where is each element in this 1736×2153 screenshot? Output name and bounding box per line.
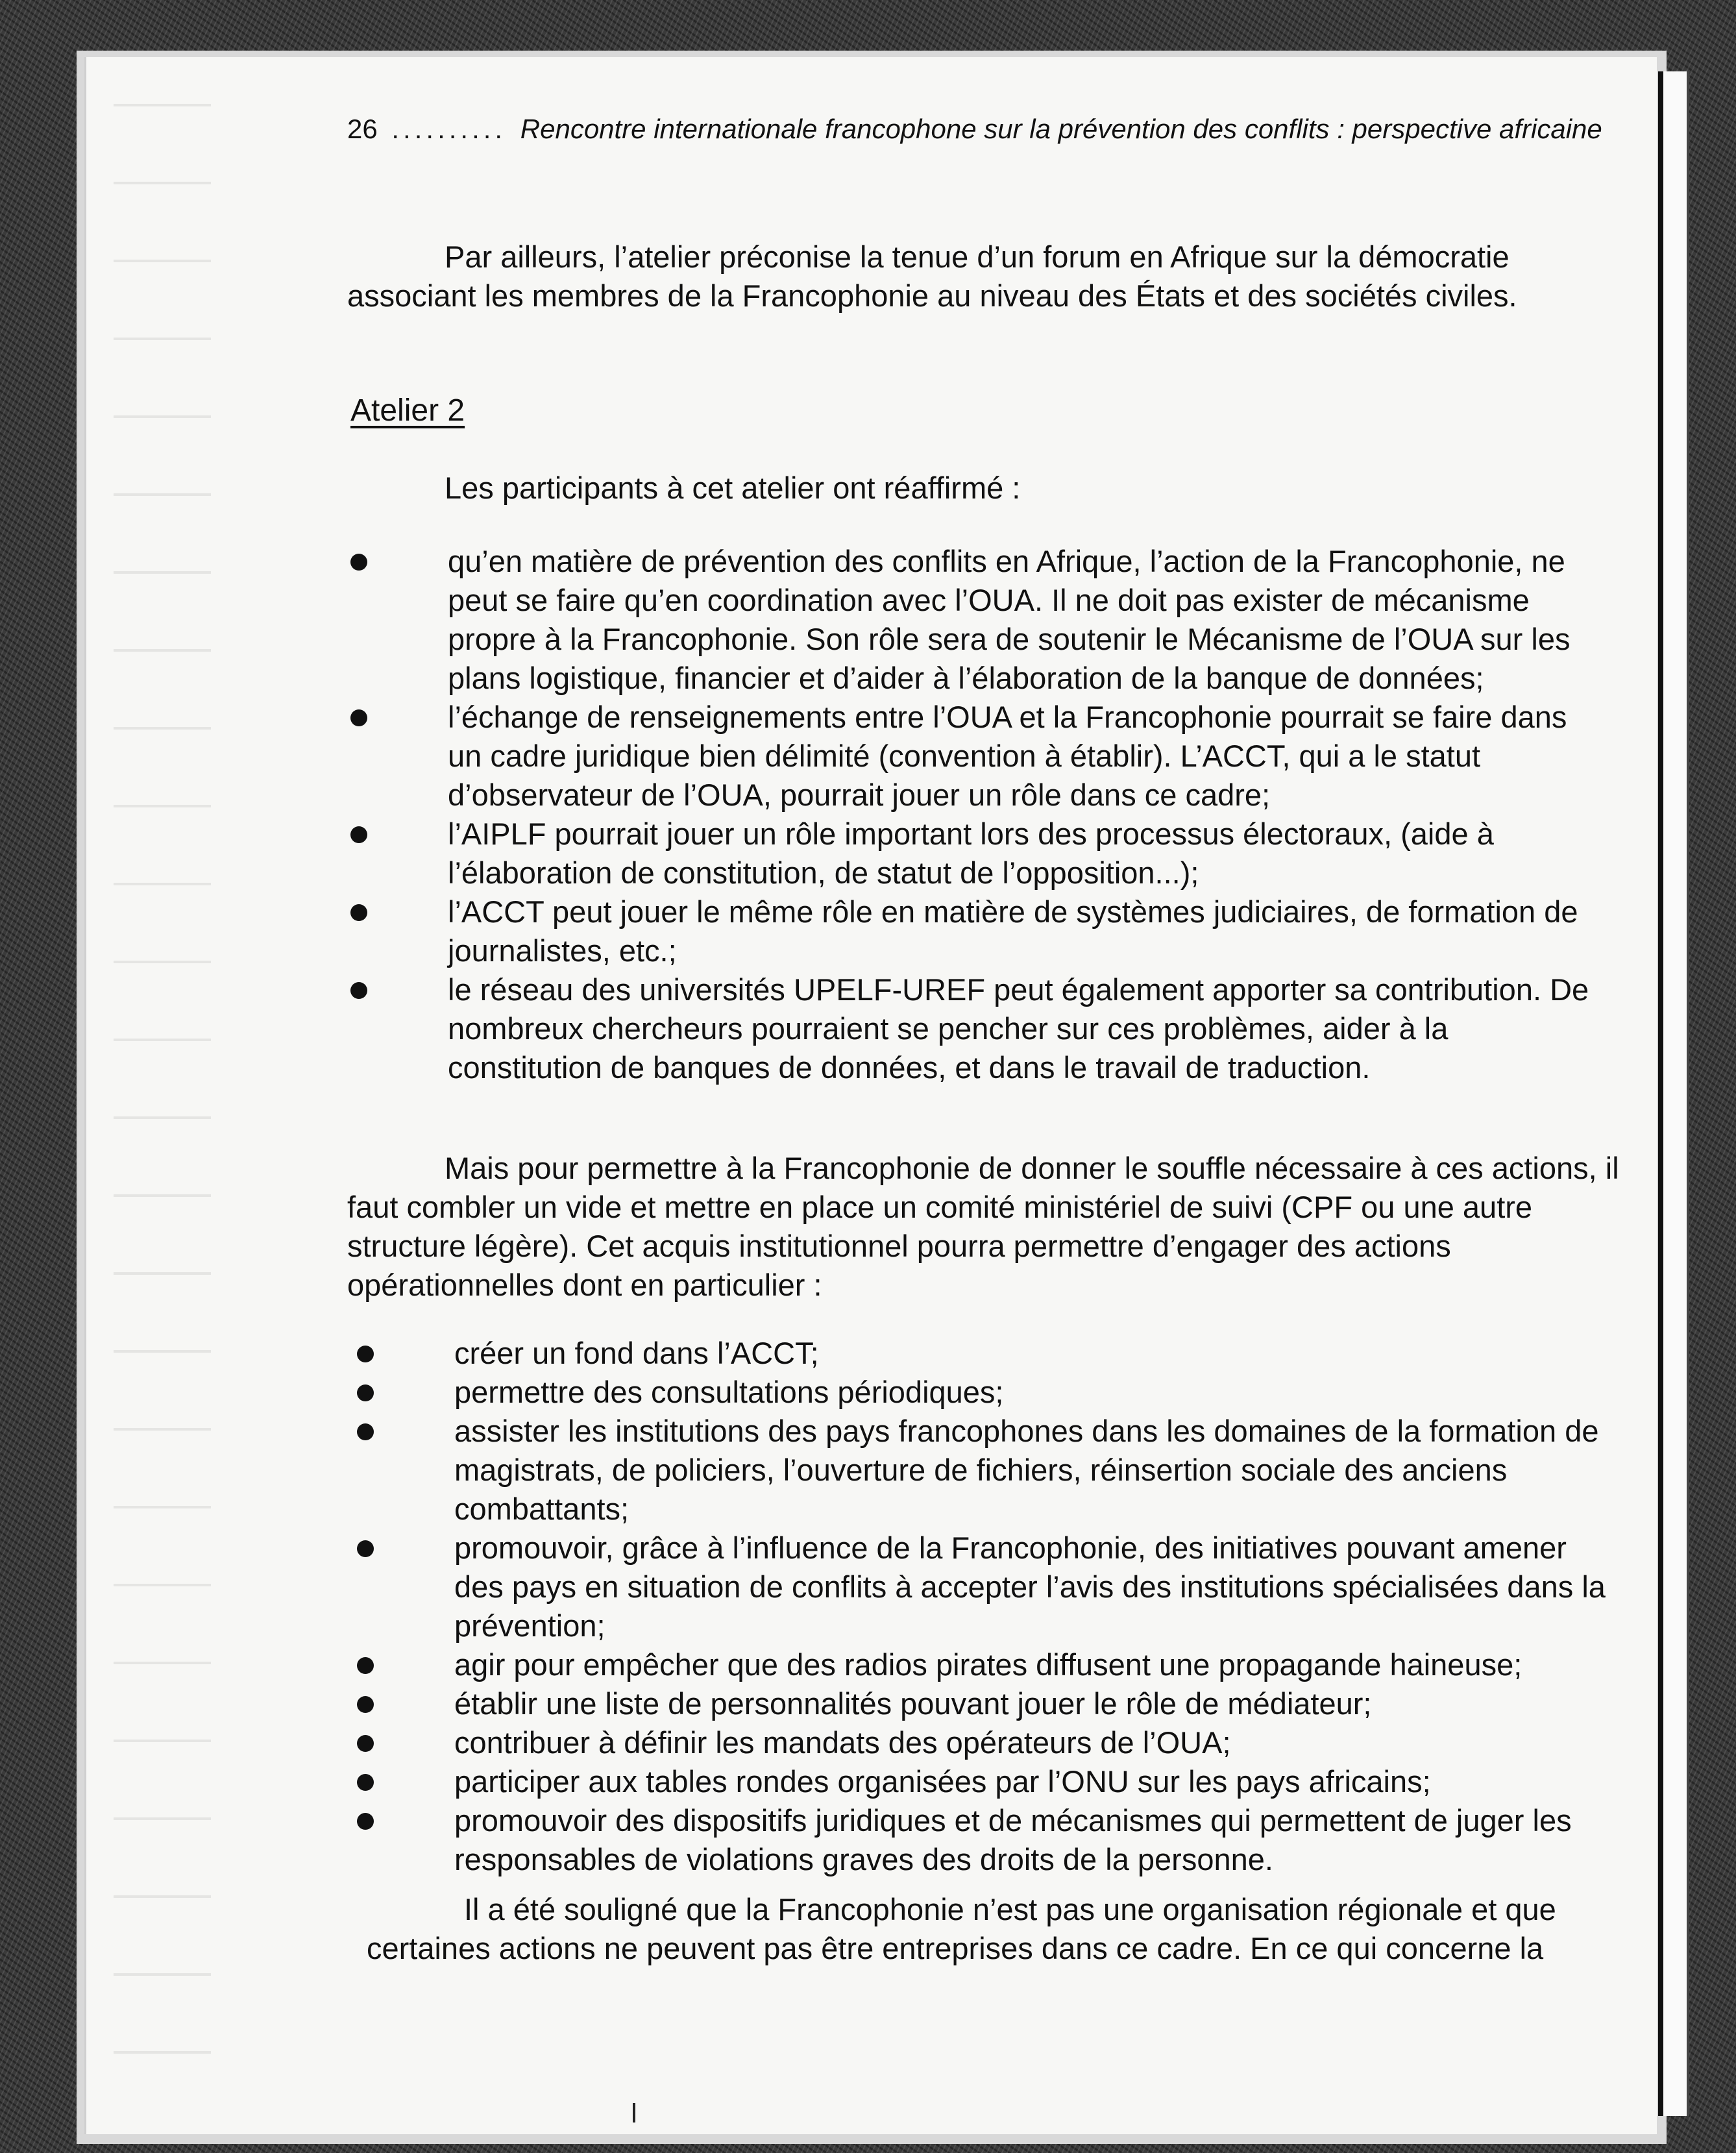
running-title: Rencontre internationale francophone sur la prévention des conflits : perspective africaine	[520, 114, 1602, 144]
list-item: promouvoir des dispositifs juridiques et de mécanismes qui permettent de juger les responsables de violations graves des droits de la personne.	[357, 1801, 1616, 1879]
list-item: établir une liste de personnalités pouvant jouer le rôle de médiateur;	[357, 1684, 1616, 1723]
bullet-icon	[357, 1696, 374, 1713]
reaffirmed-list	[350, 542, 1606, 1087]
bullet-icon	[350, 826, 367, 843]
bullet-icon	[357, 1657, 374, 1674]
list-item: agir pour empêcher que des radios pirates diffusent une propagande haineuse;	[357, 1645, 1616, 1684]
bullet-icon	[350, 904, 367, 921]
bullet-icon	[357, 1346, 374, 1362]
list-item: le réseau des universités UPELF-UREF peut également apporter sa contribution. De nombreux chercheurs pourraient se pencher sur ces problèmes, aider à la constitution de banques de données, et dans le travail de traduction.	[350, 970, 1606, 1087]
bullet-icon	[350, 709, 367, 726]
actions-list	[357, 1334, 1616, 1879]
list-item: participer aux tables rondes organisées par l’ONU sur les pays africains;	[357, 1762, 1616, 1801]
running-header	[347, 112, 1632, 147]
actions-list-block	[357, 1334, 1616, 1879]
middle-paragraph: Mais pour permettre à la Francophonie de donner le souffle nécessaire à ces actions, il faut combler un vide et mettre en place un comité ministériel de suivi (CPF ou une autre structure légère). Cet acquis institutionnel pourra permettre d’engager des actions opérationnelles dont en particulier :	[347, 1151, 1619, 1302]
list-item: l’échange de renseignements entre l’OUA et la Francophonie pourrait se faire dans un cadre juridique bien délimité (convention à établir). L’ACCT, qui a le statut d’observateur de l’OUA, pourrait jouer un rôle dans ce cadre;	[350, 698, 1606, 815]
binding-marks	[114, 78, 211, 2090]
list-item: promouvoir, grâce à l’influence de la Francophonie, des initiatives pouvant amener des pays en situation de conflits à accepter l’avis des institutions spécialisées dans la prévention;	[357, 1529, 1616, 1645]
bullet-icon	[357, 1735, 374, 1752]
closing-paragraph-block	[367, 1890, 1613, 1968]
page-right-edge	[1658, 71, 1689, 2116]
list-item: qu’en matière de prévention des conflits en Afrique, l’action de la Francophonie, ne peut se faire qu’en coordination avec l’OUA. Il ne doit pas exister de mécanisme propre à la Francophonie. Son rôle sera de soutenir le Mécanisme de l’OUA sur les plans logistique, financier et d’aider à l’élaboration de la banque de données;	[350, 542, 1606, 698]
list-item: l’AIPLF pourrait jouer un rôle important lors des processus électoraux, (aide à l’élaboration de constitution, de statut de l’opposition...);	[350, 815, 1606, 892]
reaffirmed-list-block	[350, 542, 1606, 1087]
list-item: permettre des consultations périodiques;	[357, 1373, 1616, 1412]
list-item: assister les institutions des pays francophones dans les domaines de la formation de magistrats, de policiers, l’ouverture de fichiers, réinsertion sociale des anciens combattants;	[357, 1412, 1616, 1529]
bullet-icon	[350, 554, 367, 571]
scan-mark	[633, 2103, 635, 2122]
bullet-icon	[357, 1540, 374, 1557]
lead-in-text: Les participants à cet atelier ont réaffirmé :	[445, 471, 1021, 505]
bullet-icon	[357, 1774, 374, 1791]
lead-in-block	[347, 469, 1619, 508]
list-item: l’ACCT peut jouer le même rôle en matière de systèmes judiciaires, de formation de journalistes, etc.;	[350, 892, 1606, 970]
page-number: 26	[347, 114, 378, 144]
middle-paragraph-block	[347, 1149, 1626, 1305]
bullet-icon	[357, 1423, 374, 1440]
section-heading: Atelier 2	[350, 393, 465, 428]
intro-paragraph-block	[347, 238, 1619, 315]
bullet-icon	[357, 1384, 374, 1401]
closing-paragraph: Il a été souligné que la Francophonie n’est pas une organisation régionale et que certaines actions ne peuvent pas être entreprises dans ce cadre. En ce qui concerne la	[367, 1892, 1556, 1965]
list-item: contribuer à définir les mandats des opérateurs de l’OUA;	[357, 1723, 1616, 1762]
intro-paragraph: Par ailleurs, l’atelier préconise la tenue d’un forum en Afrique sur la démocratie associant les membres de la Francophonie au niveau des États et des sociétés civiles.	[347, 240, 1517, 313]
header-leader: ..........	[391, 114, 507, 144]
bullet-icon	[357, 1813, 374, 1830]
bullet-icon	[350, 982, 367, 999]
list-item: créer un fond dans l’ACCT;	[357, 1334, 1616, 1373]
